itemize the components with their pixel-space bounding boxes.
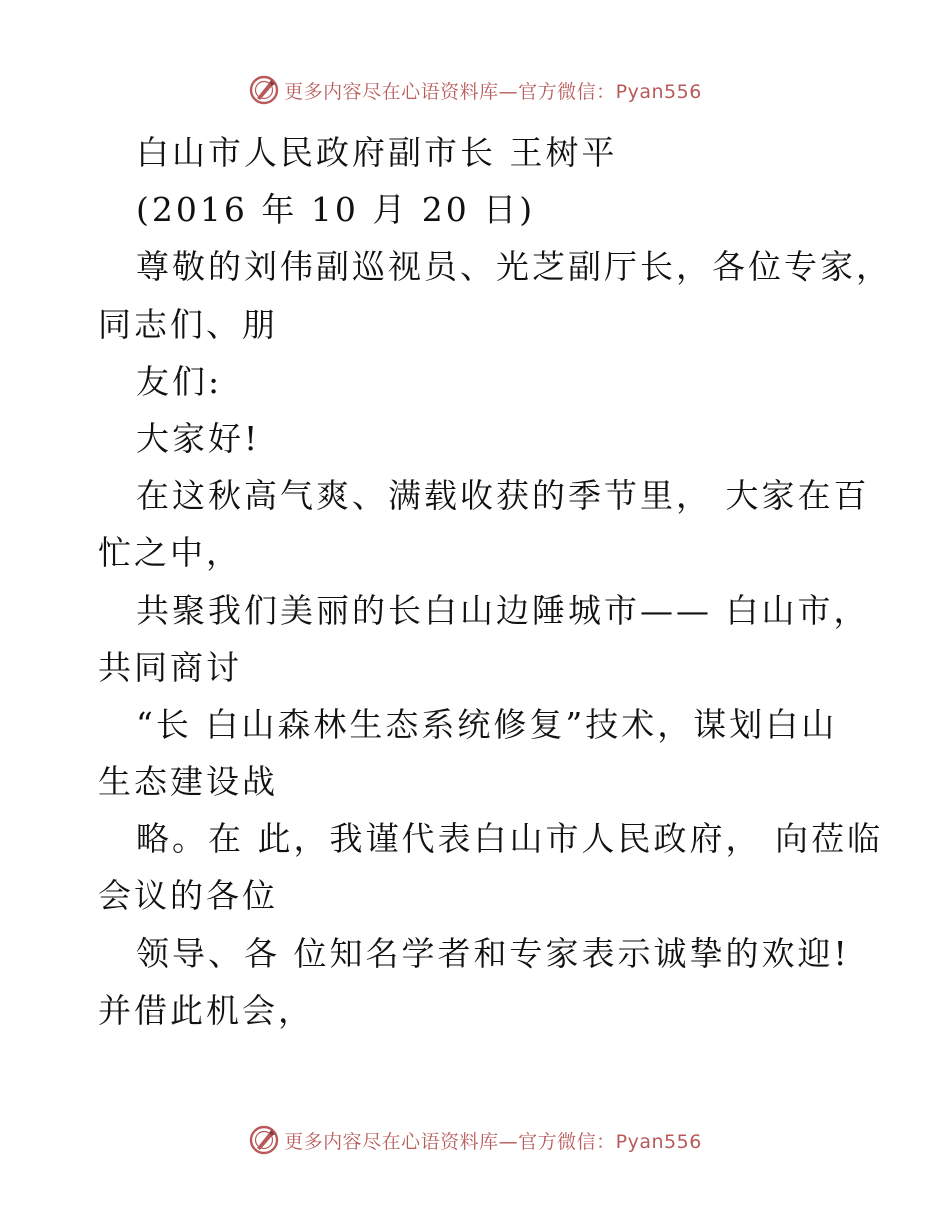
text-line: 领导、各 位知名学者和专家表示诚挚的欢迎!	[136, 933, 850, 973]
text-line: 略。在 此，我谨代表白山市人民政府， 向莅临	[136, 819, 883, 859]
pen-seal-icon	[248, 1124, 280, 1156]
text-line: 共聚我们美丽的长白山边陲城市—— 白山市，	[136, 590, 870, 630]
document-body	[98, 124, 892, 1039]
header-watermark	[0, 72, 950, 108]
text-line: 会议的各位	[98, 876, 278, 916]
text-line: 尊敬的刘伟副巡视员、光芝副厅长，各位专家，	[136, 247, 892, 287]
text-line: “长 白山森林生态系统修复”技术，谋划白山	[136, 704, 838, 744]
pen-seal-icon	[248, 74, 280, 106]
greeting-line: 大家好!	[136, 418, 261, 458]
text-line: 友们:	[136, 361, 223, 401]
text-line: 忙之中，	[98, 533, 242, 573]
footer-watermark	[0, 1122, 950, 1158]
text-line: 生态建设战	[98, 762, 278, 802]
text-line: 共同商讨	[98, 647, 242, 687]
text-line: 在这秋高气爽、满载收获的季节里， 大家在百	[136, 476, 870, 516]
date-line: (2016 年 10 月 20 日)	[136, 190, 536, 230]
text-line: 同志们、朋	[98, 304, 278, 344]
watermark-text: 更多内容尽在心语资料库—官方微信：Pyan556	[284, 80, 702, 103]
speaker-line: 白山市人民政府副市长 王树平	[136, 133, 618, 172]
text-line: 并借此机会，	[98, 990, 314, 1030]
watermark-text: 更多内容尽在心语资料库—官方微信：Pyan556	[284, 1130, 702, 1153]
